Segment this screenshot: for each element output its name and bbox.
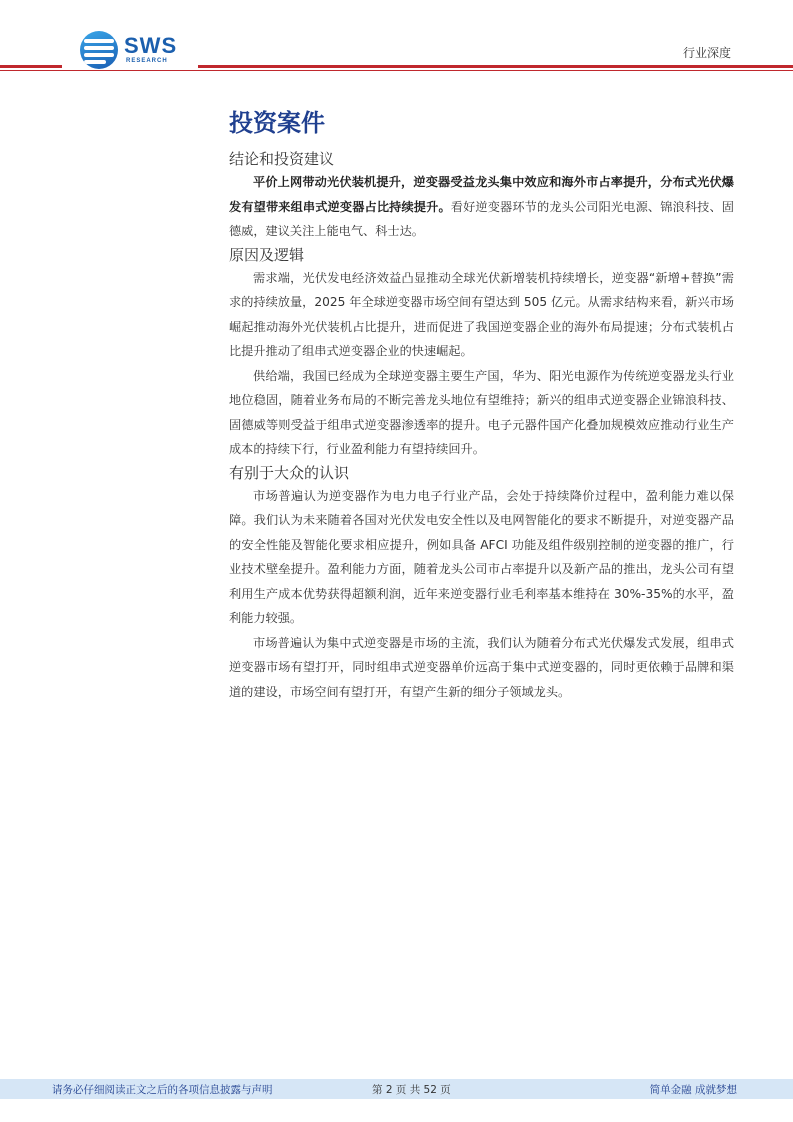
header-rule-thin	[0, 70, 793, 71]
paragraph: 需求端，光伏发电经济效益凸显推动全球光伏新增装机持续增长，逆变器“新增+替换”需求的持续放量，2025 年全球逆变器市场空间有望达到 505 亿元。从需求结构来看，新兴市场崛起推动海外光伏装机占比提升，进而促进了我国逆变器企业的海外布局提速；分布式装机占比提升推动了组串式逆变器企业的快速崛起。	[229, 270, 734, 358]
paragraph: 供给端，我国已经成为全球逆变器主要生产国，华为、阳光电源作为传统逆变器龙头行业地位稳固，随着业务布局的不断完善龙头地位有望维持；新兴的组串式逆变器企业锦浪科技、固德威等则受益于组串式逆变器渗透率的提升。电子元器件国产化叠加规模效应推动行业生产成本的持续下行，行业盈利能力有望持续回升。	[229, 368, 734, 456]
paragraph-text: 看好逆变器环节的龙头公司阳光电源、锦浪科技、固德威，建议关注上能电气、科士达。	[229, 199, 734, 238]
paragraph-bold: 平价上网带动光伏装机提升，逆变器受益龙头集中效应和海外市占率提升，分布式光伏爆发有望带来组串式逆变器占比持续提升。	[229, 175, 734, 214]
sws-logo	[80, 31, 190, 71]
logo-text: SWS	[124, 33, 178, 58]
section-reasons	[229, 244, 734, 462]
section-heading: 结论和投资建议	[229, 150, 335, 168]
page-header	[0, 0, 793, 80]
section-heading: 有别于大众的认识	[229, 463, 350, 482]
logo-subtext: RESEARCH	[126, 58, 168, 64]
paragraph: 市场普遍认为逆变器作为电力电子行业产品，会处于持续降价过程中，盈利能力难以保障。我们认为未来随着各国对光伏发电安全性以及电网智能化的要求不断提升，对逆变器产品的安全性能及智能化要求相应提升，例如具备 AFCI 功能及组件级别控制的逆变器的推广，行业技术壁垒提升。盈利能力方面，随着龙头公司市占率提升以及新产品的推出，龙头公司有望利用生产成本优势获得超额利润，近年来逆变器行业毛利率基本维持在 30%-35%的水平，盈利能力较强。	[229, 488, 734, 625]
main-content	[229, 108, 734, 704]
section-heading: 原因及逻辑	[229, 245, 305, 264]
paragraph	[229, 170, 734, 244]
logo-mark-icon	[80, 31, 118, 69]
section-conclusion	[229, 148, 734, 244]
footer-slogan: 简单金融 成就梦想	[649, 1084, 737, 1096]
page-title: 投资案件	[229, 109, 325, 137]
report-category: 行业深度	[682, 46, 731, 60]
header-rule-left	[0, 65, 62, 68]
section-differentiated-view	[229, 462, 734, 705]
footer-page-number: 第 2 页 共 52 页	[372, 1084, 451, 1096]
footer-disclaimer: 请务必仔细阅读正文之后的各项信息披露与声明	[52, 1084, 273, 1096]
paragraph: 市场普遍认为集中式逆变器是市场的主流，我们认为随着分布式光伏爆发式发展，组串式逆变器市场有望打开，同时组串式逆变器单价远高于集中式逆变器的，同时更依赖于品牌和渠道的建设，市场空间有望打开，有望产生新的细分子领域龙头。	[229, 635, 734, 699]
page-footer	[0, 1079, 793, 1099]
header-rule-right	[198, 65, 793, 68]
